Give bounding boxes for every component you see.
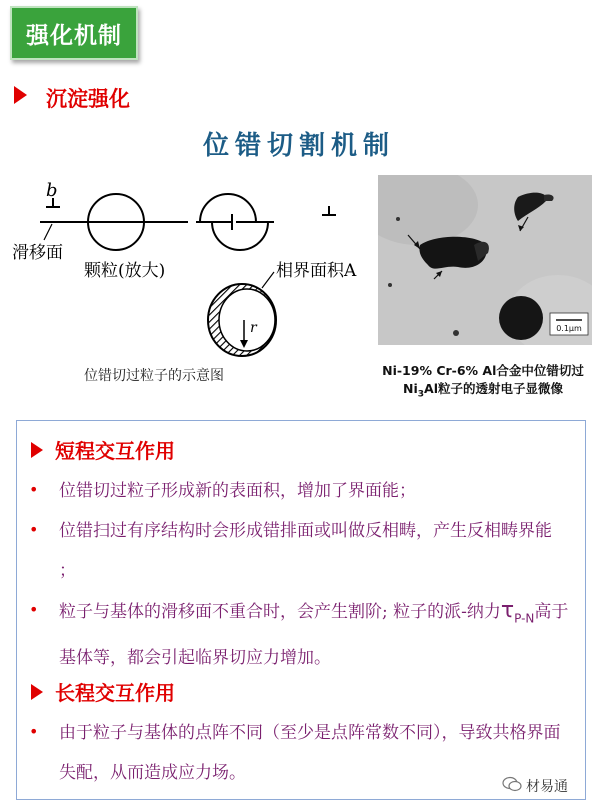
bullet-icon: • [29,722,39,741]
sheared-particle [196,194,274,250]
long-range-heading: 长程交互作用 [31,677,175,706]
section-tag-label: 强化机制 [26,22,122,49]
radius-label: r [250,320,257,336]
interface-area-label: 相界面积A [276,261,357,281]
diagram-title: 位错切割机制 [202,131,395,161]
interface-area-cylinder [208,284,276,356]
arrow-right-icon [31,442,43,458]
tem-micrograph [378,175,592,345]
section-tag [10,6,138,60]
bullet-icon: • [29,600,39,619]
watermark-text: 材易通 [526,779,568,795]
dislocation-cutting-schematic [0,170,372,360]
interface-area-leader [262,272,274,288]
tau-symbol: $\tau_{P-N}$ [500,598,535,626]
interaction-panel [16,420,586,800]
arrow-right-icon [31,684,43,700]
bullet-item: 位错扫过有序结构时会形成错排面或叫做反相畴，产生反相畴界能 ； [59,521,552,581]
burgers-vector-label: b [46,180,58,201]
short-range-heading: 短程交互作用 [31,435,175,464]
watermark [502,776,568,796]
section-heading: 沉淀强化 [46,87,130,111]
micrograph-caption-line2: $Ni_3Al$粒子的透射电子显微像 [403,381,563,400]
particle-label: 颗粒(放大) [84,261,166,281]
dislocation-symbol-right [322,206,336,215]
wechat-icon [502,776,522,796]
bullet-icon: • [29,520,39,539]
bullet-item: 由于粒子与基体的点阵不同（至少是点阵常数不同），导致共格界面失配，从而造成应力场。 [59,723,561,783]
micrograph-caption [368,362,598,404]
bullet-item: 粒子与基体的滑移面不重合时，会产生割阶; 粒子的派-纳力$\tau_{P-N}$高于基体等，都会引起临界切应力增加。 [59,598,569,669]
micrograph-caption-line1: Ni-19% Cr-6% Al合金中位错切过 [382,363,584,378]
slip-plane-label: 滑移面 [12,243,63,263]
scale-bar-label: 0.1μm [556,324,582,333]
schematic-caption: 位错切过粒子的示意图 [84,368,224,384]
arrow-right-icon [14,86,27,104]
slip-plane-leader [44,224,52,240]
bullet-icon: • [29,480,39,499]
bullet-item: 位错切过粒子形成新的表面积，增加了界面能； [59,481,416,501]
